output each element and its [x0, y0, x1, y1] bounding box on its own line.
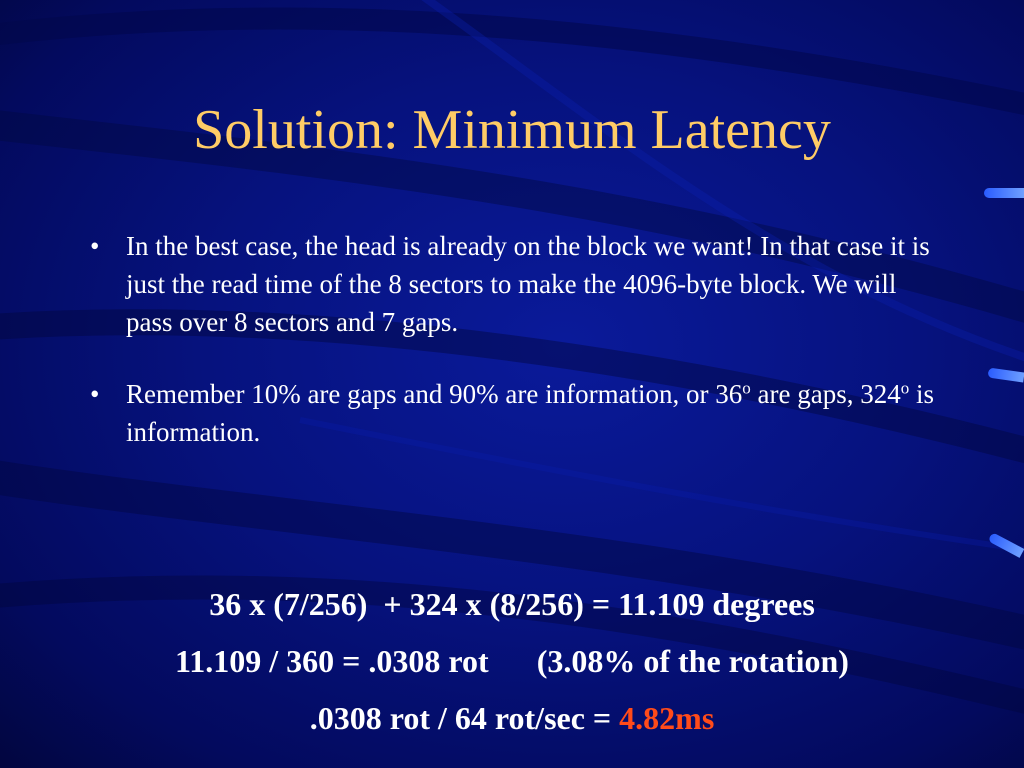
edge-accent-mark	[984, 188, 1024, 198]
bullet-text-part: Remember 10% are gaps and 90% are information, or 36	[126, 379, 743, 409]
bullet-icon: •	[90, 379, 100, 409]
bullet-item	[90, 375, 940, 451]
bullet-list	[90, 227, 940, 485]
bullet-text-part: are gaps, 324	[750, 379, 901, 409]
calculation-expression: .0308 rot / 64 rot/sec =	[309, 700, 620, 736]
bullet-icon: •	[90, 231, 100, 261]
bullet-item	[90, 227, 940, 341]
bullet-text	[126, 379, 934, 447]
calculation-line-1: 36 x (7/256) + 324 x (8/256) = 11.109 degrees	[209, 586, 815, 622]
degree-superscript: o	[742, 378, 751, 398]
calculation-result: 4.82ms	[619, 700, 715, 736]
calculation-line-3	[0, 702, 1024, 734]
bullet-text: In the best case, the head is already on the block we want! In that case it is just the read time of the 8 sectors to make the 4096-byte block. We will pass over 8 sectors and 7 gaps.	[126, 231, 930, 337]
slide-title: Solution: Minimum Latency	[193, 99, 831, 161]
calculation-line-2: 11.109 / 360 = .0308 rot (3.08% of the rotation)	[175, 643, 849, 679]
degree-superscript: o	[900, 378, 910, 398]
bullet-text-part: is information.	[126, 379, 935, 447]
